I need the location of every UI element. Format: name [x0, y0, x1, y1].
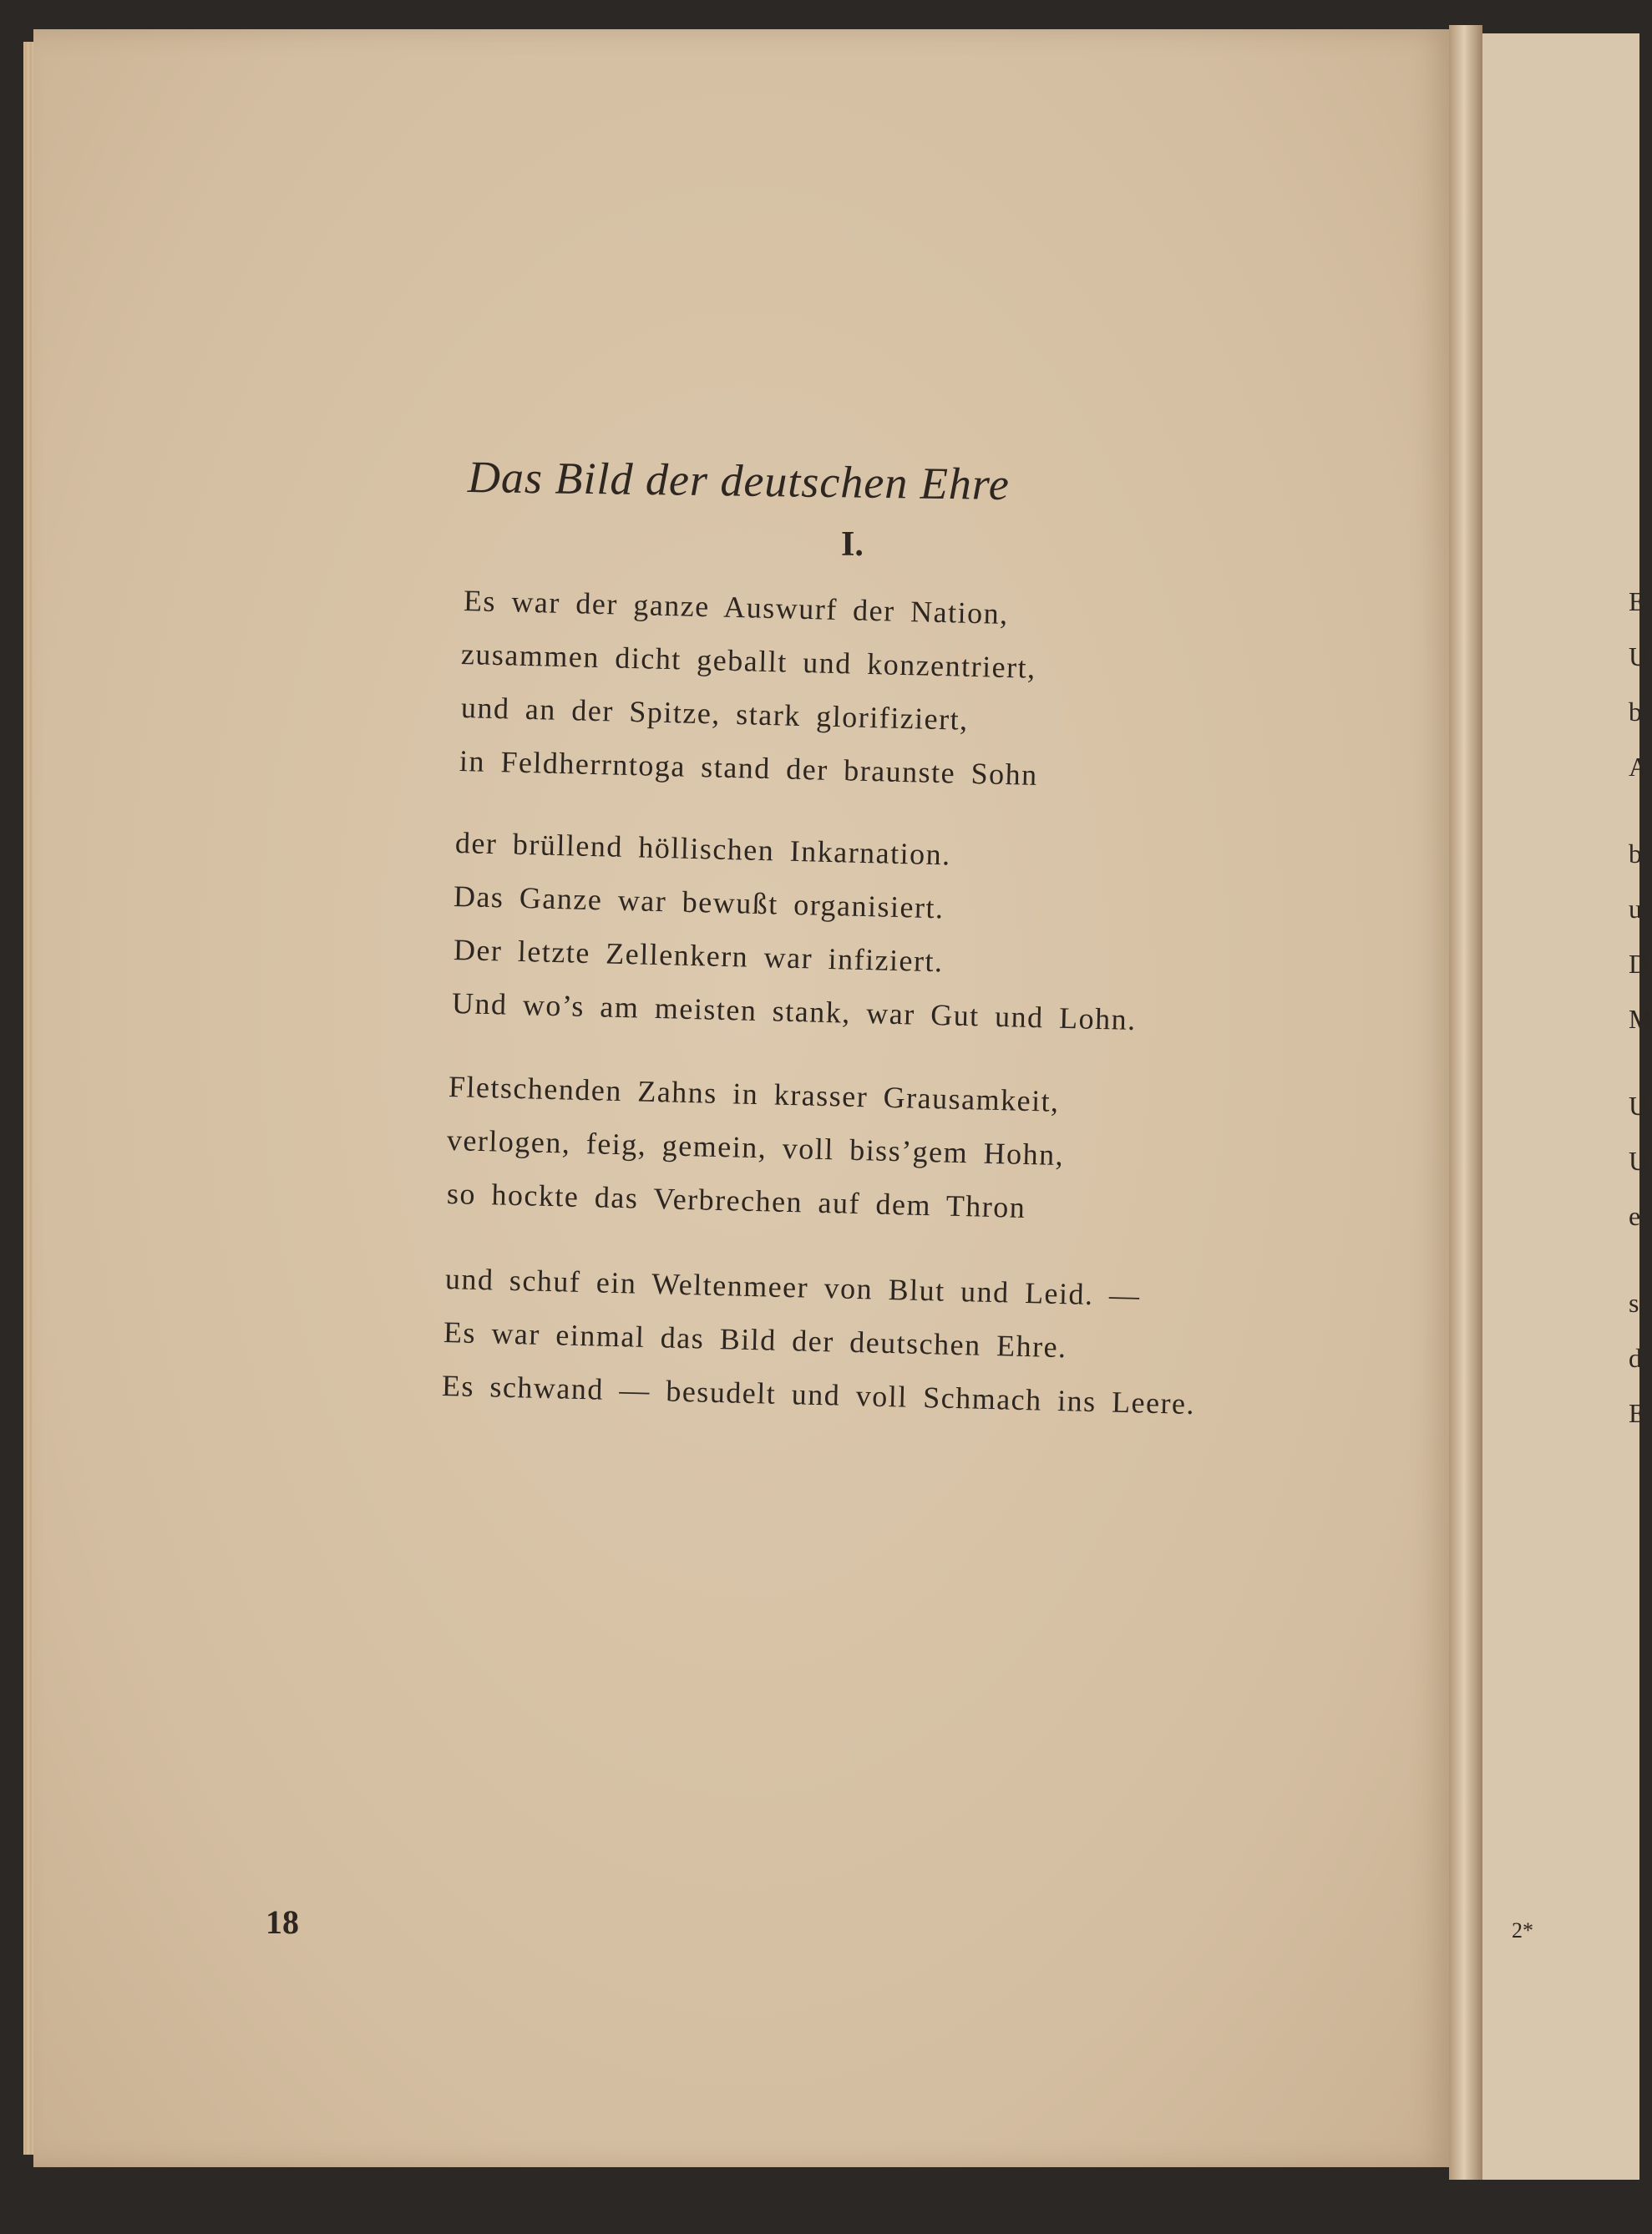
section-number: I. — [841, 525, 864, 564]
right-page-edge-letter: A — [1629, 752, 1649, 782]
right-page-edge-letter: E — [1629, 586, 1645, 616]
poem-line: Es war der ganze Auswurf der Nation, — [463, 584, 1010, 631]
poem-line: verlogen, feig, gemein, voll biss’gem Hohn, — [446, 1123, 1065, 1173]
right-page-edge-letter: s — [1629, 1288, 1639, 1318]
book-gutter — [1449, 25, 1482, 2180]
poem-title: Das Bild der deutschen Ehre — [467, 452, 1011, 510]
poem-line: Es war einmal das Bild der deutschen Ehre. — [443, 1315, 1068, 1365]
poem-line: Das Ganze war bewußt organisiert. — [453, 879, 945, 925]
poem-line: in Feldherrntoga stand der braunste Sohn — [459, 744, 1039, 792]
poem-line: Der letzte Zellenkern war infiziert. — [453, 933, 945, 979]
signature-mark: 2* — [1512, 1918, 1533, 1943]
right-page-edge-letter: M — [1629, 1004, 1652, 1034]
right-page — [1482, 33, 1639, 2180]
right-page-edge-letter: U — [1629, 1146, 1649, 1176]
right-page-edge-letter: U — [1629, 641, 1649, 671]
right-page-edge-letter: e — [1629, 1201, 1641, 1231]
right-page-edge-letter: b — [1629, 838, 1642, 869]
right-page-edge-letter: E — [1629, 1398, 1645, 1428]
poem-line: zusammen dicht geballt und konzentriert, — [460, 637, 1037, 685]
poem-line: so hockte das Verbrechen auf dem Thron — [446, 1177, 1026, 1224]
right-page-edge-letter: u — [1629, 894, 1642, 924]
poem-line: Und wo’s am meisten stank, war Gut und Lohn. — [451, 986, 1138, 1037]
right-page-edge-letter: b — [1629, 697, 1642, 727]
right-page-edge-letter: d — [1629, 1343, 1642, 1373]
poem-line: der brüllend höllischen Inkarnation. — [454, 826, 952, 872]
poem-line: Fletschenden Zahns in krasser Grausamkeit, — [448, 1070, 1061, 1118]
right-page-edge-letter: D — [1629, 949, 1649, 979]
poem-line: und an der Spitze, stark glorifiziert, — [460, 691, 970, 737]
poem-line: und schuf ein Weltenmeer von Blut und Leid. — — [444, 1262, 1142, 1313]
right-page-edge-letter: U — [1629, 1091, 1649, 1121]
page-number: 18 — [266, 1903, 299, 1941]
poem-line: Es schwand — besudelt und voll Schmach ins Leere. — [441, 1369, 1196, 1421]
